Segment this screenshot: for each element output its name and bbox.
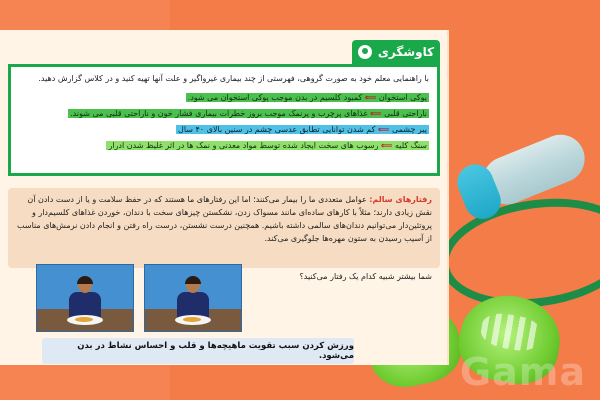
arrow-icon: ⟸ <box>370 109 382 118</box>
research-intro: با راهنمایی معلم خود به صورت گروهی، فهرستی از چند بیماری غیرواگیر و علت آنها تهیه کنید و در کلاس گزارش دهید. <box>38 74 429 83</box>
disease-name: سنگ کلیه <box>395 141 427 150</box>
section-header <box>352 40 440 64</box>
header-label: کاوشگری <box>377 45 435 59</box>
research-line <box>19 124 429 135</box>
disease-cause: غذاهای پرچرب و پرنمک موجب بروز خطرات بیماری فشار خون و ناراحتی قلبی می شوند. <box>70 109 368 118</box>
magnifier-icon <box>358 45 372 59</box>
habits-title: رفتارهای سالم: <box>369 195 432 204</box>
disease-cause: کم شدن توانایی تطابق عدسی چشم در سنین بالای ۴۰ سال <box>178 125 376 134</box>
research-line <box>19 140 429 151</box>
disease-name: پیر چشمی <box>392 125 427 134</box>
arrow-icon: ⟸ <box>364 93 377 102</box>
exercise-caption: ورزش کردن سبب تقویت ماهیچه‌ها و قلب و احساس نشاط در بدن می‌شود. <box>42 338 354 364</box>
line-highlight <box>68 109 429 118</box>
line-highlight <box>176 125 429 134</box>
research-box <box>8 64 440 176</box>
disease-cause: رسوب های سخت ایجاد شده توسط مواد معدنی و نمک ها در اثر غلیظ شدن ادرار <box>108 141 379 150</box>
line-highlight <box>186 93 429 102</box>
habits-text: عوامل متعددی ما را بیمار می‌کنند؛ اما این رفتارهای ما هستند که در حفظ سلامت و یا از دست دادن آن نقش زیادی دارند؛ مثلاً با کارهای ساده‌ای مانند مسواک زدن، نشکستن چیزهای سخت با دندان، خوردن غذاهای کلسیم‌دار و پروتئین‌دار می‌توانیم دندان‌های سالمی داشته باشیم. همچنین درست نشستن، درست راه رفتن و انجام دادن نرمش‌های مناسب از آسیب رسیدن به ستون مهره‌ها جلوگیری می‌کند. <box>17 195 432 243</box>
arrow-icon: ⟸ <box>381 141 393 150</box>
disease-name: ناراحتی قلبی <box>384 109 427 118</box>
photo-boy-eating-apple <box>144 264 242 332</box>
disease-name: پوکی استخوان <box>378 93 427 102</box>
healthy-habits-box <box>8 188 440 268</box>
research-line <box>19 92 429 103</box>
line-highlight <box>106 141 429 150</box>
disease-cause: کمبود کلسیم در بدن موجب پوکی استخوان می شود. <box>187 93 363 102</box>
watermark-logo: Gama <box>459 350 586 394</box>
research-line <box>19 108 429 119</box>
question-text: شما بیشتر شبیه کدام یک رفتار می‌کنید؟ <box>299 272 432 281</box>
photo-boy-eating-meal <box>36 264 134 332</box>
arrow-icon: ⟸ <box>378 125 390 134</box>
